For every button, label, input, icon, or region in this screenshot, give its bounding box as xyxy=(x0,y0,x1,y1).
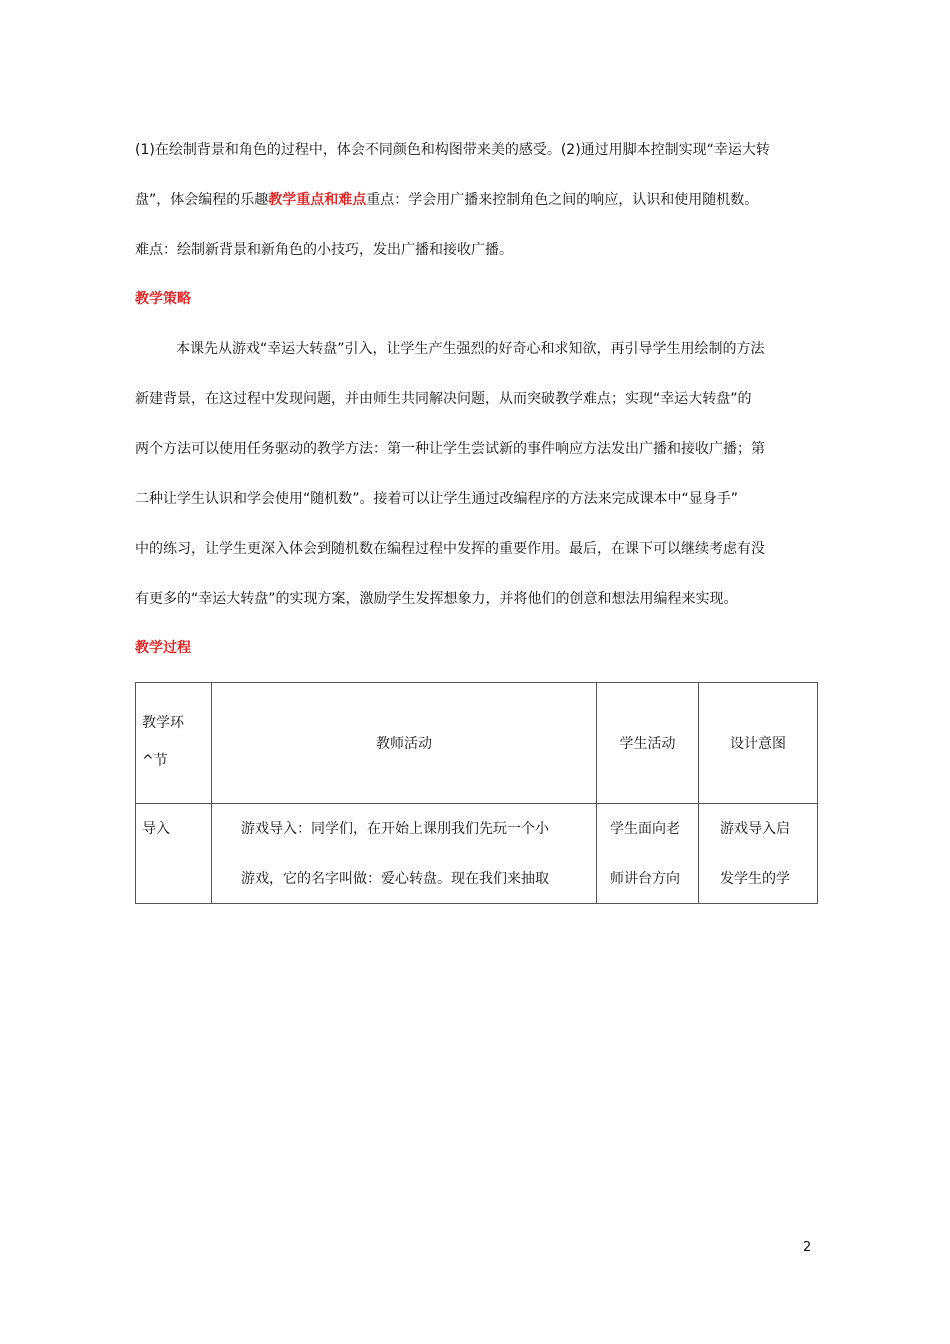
header-stage xyxy=(136,683,212,804)
difficulty-line: 难点：绘制新背景和新角色的小技巧，发出广播和接收广播。 xyxy=(135,242,513,258)
table-row xyxy=(136,804,818,904)
row-student-activity xyxy=(597,804,699,904)
strategy-paragraph-line-4: 二种让学生认识和学会使用“随机数”。接着可以让学生通过改编程序的方法来完成课本中“显身手” xyxy=(135,491,739,507)
key-difficult-heading: 教学重点和难点 xyxy=(268,192,367,208)
strategy-paragraph-line-1: 本课先从游戏“幸运大转盘”引入，让学生产生强烈的好奇心和求知欲，再引导学生用绘制的方法 xyxy=(176,341,765,357)
header-student-activity: 学生活动 xyxy=(597,683,699,804)
row-teacher-line-2: 游戏，它的名字叫做：爱心转盘。现在我们来抽取 xyxy=(241,871,549,887)
row-teacher-activity xyxy=(212,804,597,904)
teaching-process-table xyxy=(135,682,818,904)
table-header-row xyxy=(136,683,818,804)
objectives-line-2-post: 重点：学会用广播来控制角色之间的响应，认识和使用随机数。 xyxy=(366,192,759,208)
strategy-paragraph-line-3: 两个方法可以使用任务驱动的教学方法：第一种让学生尝试新的事件响应方法发出广播和接收广播；第 xyxy=(135,441,765,457)
row-student-line-1: 学生面向老 xyxy=(610,821,680,837)
header-stage-line-2: ^节 xyxy=(142,753,168,769)
strategy-paragraph-line-2: 新建背景，在这过程中发现问题，并由师生共同解决问题，从而突破教学难点；实现“幸运大转盘”的 xyxy=(135,391,752,407)
header-teacher-activity: 教师活动 xyxy=(212,683,597,804)
row-intent-line-1: 游戏导入启 xyxy=(720,821,790,837)
row-intent-line-2: 发学生的学 xyxy=(720,871,790,887)
process-heading: 教学过程 xyxy=(135,640,191,656)
row-teacher-line-1: 游戏导入：同学们，在开始上课刖我们先玩一个小 xyxy=(241,821,549,837)
header-stage-line-1: 教学环 xyxy=(142,715,184,731)
objectives-line-2-pre: 盘”，体会编程的乐趣 xyxy=(135,192,269,208)
row-design-intent xyxy=(699,804,818,904)
header-design-intent: 设计意图 xyxy=(699,683,818,804)
row-stage-text: 导入 xyxy=(142,821,170,837)
row-stage xyxy=(136,804,212,904)
objectives-line-1: (1)在绘制背景和角色的过程中，体会不同颜色和构图带来美的感受。(2)通过用脚本控制实现“幸运大转 xyxy=(135,142,770,158)
strategy-heading: 教学策略 xyxy=(135,291,191,307)
objectives-line-2 xyxy=(135,190,758,210)
row-student-line-2: 师讲台方向 xyxy=(610,871,680,887)
page-number: 2 xyxy=(803,1240,812,1255)
strategy-paragraph-line-6: 有更多的“幸运大转盘”的实现方案，激励学生发挥想象力，并将他们的创意和想法用编程来实现。 xyxy=(135,591,738,607)
strategy-paragraph-line-5: 中的练习，让学生更深入体会到随机数在编程过程中发挥的重要作用。最后，在课下可以继续考虑有没 xyxy=(135,541,765,557)
